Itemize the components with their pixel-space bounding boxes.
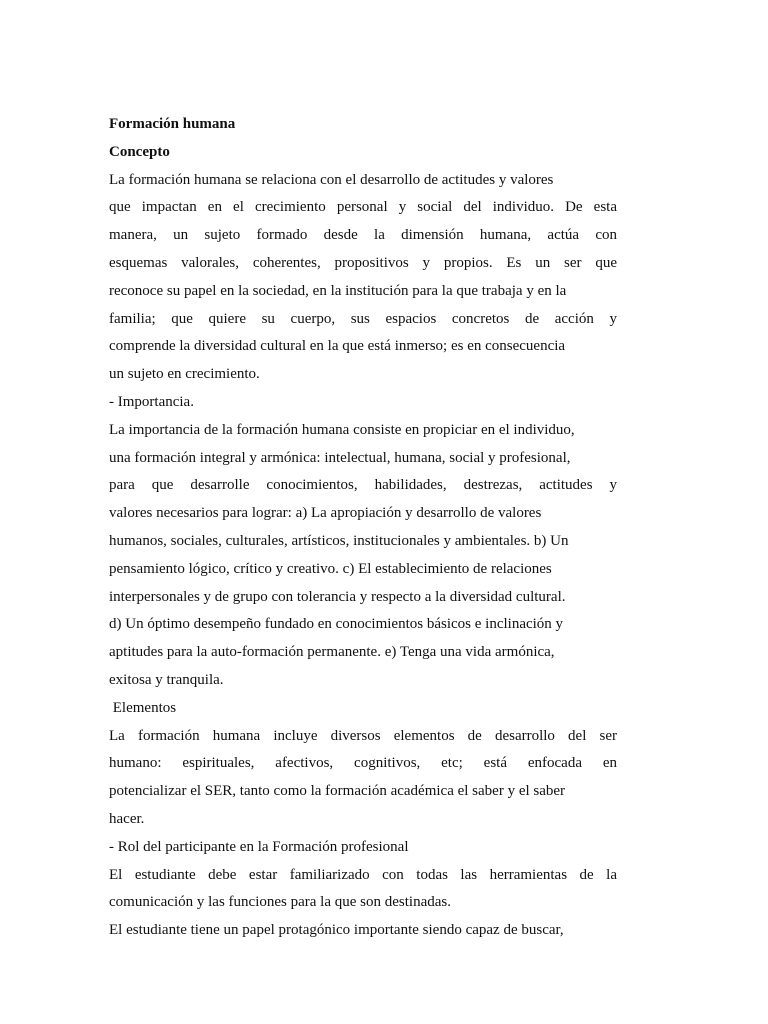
section-heading-elementos: Elementos [109,699,177,716]
text-line: potencializar el SER, tanto como la formación académica el saber y el saber [109,783,566,800]
text-line: reconoce su papel en la sociedad, en la institución para la que trabaja y en la [109,282,567,299]
text-line: La formación humana se relaciona con el desarrollo de actitudes y valores [109,171,554,188]
text-line: El estudiante tiene un papel protagónico importante siendo capaz de buscar, [109,922,564,939]
text-line: d) Un óptimo desempeño fundado en conocimientos básicos e inclinación y [109,616,564,633]
text-line: valores necesarios para lograr: a) La apropiación y desarrollo de valores [109,505,542,522]
text-line: familia; que quiere su cuerpo, sus espacios concretos de acción y [109,310,617,327]
text-line: interpersonales y de grupo con tolerancia y respecto a la diversidad cultural. [109,588,566,605]
text-line: La formación humana incluye diversos elementos de desarrollo del ser [109,727,617,744]
document-title: Formación humana [109,116,236,132]
text-line: para que desarrolle conocimientos, habilidades, destrezas, actitudes y [109,477,617,494]
text-line: aptitudes para la auto-formación permanente. e) Tenga una vida armónica, [109,644,555,661]
document-body [109,111,639,945]
text-line: humano: espirituales, afectivos, cognitivos, etc; está enfocada en [109,755,617,772]
text-line: esquemas valorales, coherentes, propositivos y propios. Es un ser que [109,254,617,271]
text-line: humanos, sociales, culturales, artísticos, institucionales y ambientales. b) Un [109,532,569,549]
text-line: exitosa y tranquila. [109,671,224,688]
text-line: pensamiento lógico, crítico y creativo. c) El establecimiento de relaciones [109,560,552,577]
text-line: El estudiante debe estar familiarizado con todas las herramientas de la [109,866,617,883]
text-line: comprende la diversidad cultural en la que está inmerso; es en consecuencia [109,338,566,355]
text-line: hacer. [109,810,145,827]
text-line: comunicación y las funciones para la que son destinadas. [109,894,451,911]
section-heading-rol: - Rol del participante en la Formación profesional [109,838,409,855]
section-heading-concepto: Concepto [109,143,170,160]
section-heading-importancia: - Importancia. [109,393,194,410]
text-line: La importancia de la formación humana consiste en propiciar en el individuo, [109,421,575,438]
text-line: manera, un sujeto formado desde la dimensión humana, actúa con [109,227,617,244]
text-line: que impactan en el crecimiento personal y social del individuo. De esta [109,199,617,216]
text-line: una formación integral y armónica: intelectual, humana, social y profesional, [109,449,571,466]
text-line: un sujeto en crecimiento. [109,366,260,383]
